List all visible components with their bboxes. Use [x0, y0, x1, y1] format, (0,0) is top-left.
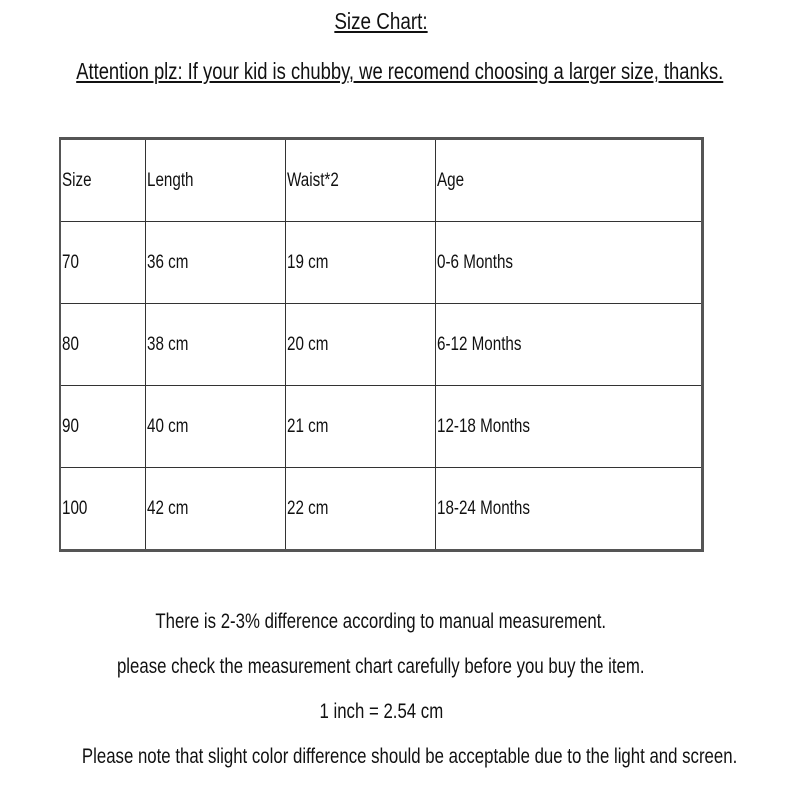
difference-note: There is 2-3% difference according to manual measurement. — [155, 610, 607, 633]
check-note: please check the measurement chart carefully before you buy the item. — [117, 655, 645, 678]
cell-waist: 19 cm — [285, 222, 435, 304]
cell-age: 18-24 Months — [435, 468, 703, 551]
color-note: Please note that slight color difference should be acceptable due to the light and screen. — [81, 745, 738, 768]
cell-age: 12-18 Months — [435, 386, 703, 468]
column-header-waist: Waist*2 — [285, 139, 435, 222]
cell-age: 6-12 Months — [435, 304, 703, 386]
cell-length: 42 cm — [145, 468, 285, 551]
table-row — [60, 222, 703, 304]
cell-length: 38 cm — [145, 304, 285, 386]
page-title: Size Chart: — [334, 8, 428, 34]
table-header-row — [60, 139, 703, 222]
table-row — [60, 386, 703, 468]
cell-waist: 20 cm — [285, 304, 435, 386]
column-header-length: Length — [145, 139, 285, 222]
cell-size: 70 — [60, 222, 145, 304]
cell-length: 36 cm — [145, 222, 285, 304]
cell-size: 90 — [60, 386, 145, 468]
table-row — [60, 468, 703, 551]
cell-waist: 22 cm — [285, 468, 435, 551]
cell-age: 0-6 Months — [435, 222, 703, 304]
column-header-size: Size — [60, 139, 145, 222]
cell-size: 80 — [60, 304, 145, 386]
notes-section — [0, 608, 762, 788]
size-table — [59, 137, 704, 552]
attention-note: Attention plz: If your kid is chubby, we recomend choosing a larger size, thanks. — [76, 58, 724, 84]
cell-size: 100 — [60, 468, 145, 551]
cell-length: 40 cm — [145, 386, 285, 468]
table-row — [60, 304, 703, 386]
column-header-age: Age — [435, 139, 703, 222]
inch-conversion-note: 1 inch = 2.54 cm — [319, 700, 443, 723]
cell-waist: 21 cm — [285, 386, 435, 468]
